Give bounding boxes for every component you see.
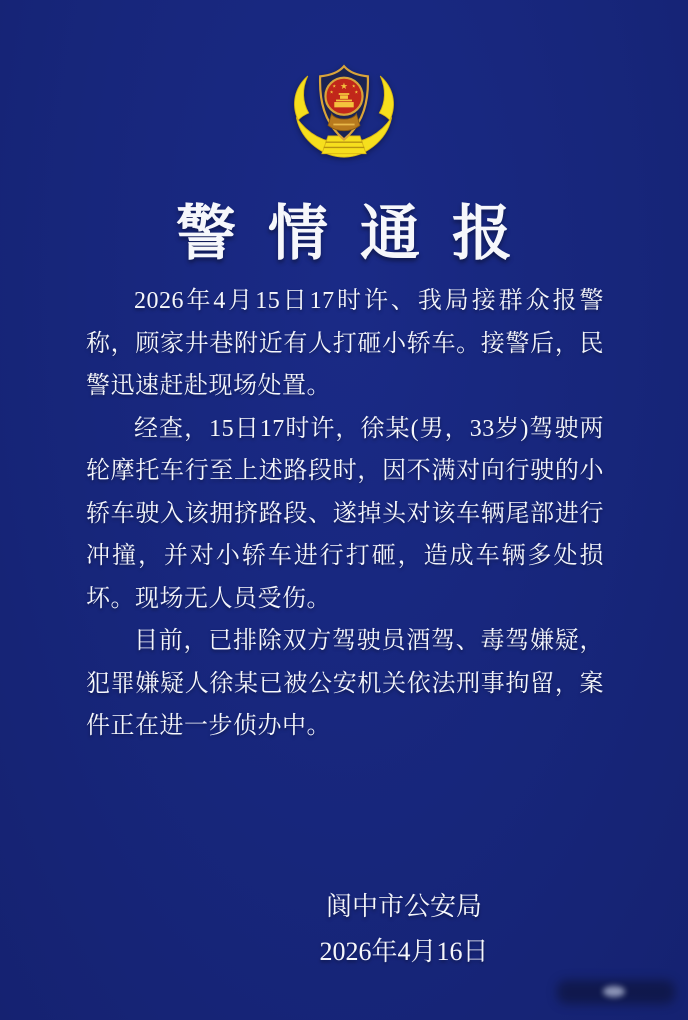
- signature-block: [60, 884, 688, 974]
- watermark-highlight: [603, 986, 625, 997]
- notice-body: [86, 280, 604, 748]
- svg-text:★: ★: [354, 90, 359, 96]
- notice-paragraph: 目前，已排除双方驾驶员酒驾、毒驾嫌疑，犯罪嫌疑人徐某已被公安机关依法刑事拘留，案件正在进一步侦办中。: [86, 628, 604, 739]
- svg-text:★: ★: [340, 82, 348, 93]
- signature-date: 2026年4月16日: [319, 937, 489, 966]
- svg-text:★: ★: [329, 90, 334, 96]
- notice-paragraph: 2026年4月15日17时许、我局接群众报警称，顾家井巷附近有人打砸小轿车。接警后，民警迅速赶赴现场处置。: [86, 288, 604, 399]
- signature-agency: 阆中市公安局: [325, 892, 482, 921]
- notice-title: 警情通报: [176, 201, 544, 267]
- notice-paragraph: 经查，15日17时许，徐某(男，33岁)驾驶两轮摩托车行至上述路段时，因不满对向行驶的小轿车驶入该拥挤路段、遂掉头对该车辆尾部进行冲撞，并对小轿车进行打砸，造成车辆多处损坏。现场无人员受伤。: [86, 415, 604, 612]
- police-badge-icon: [291, 62, 397, 164]
- svg-text:★: ★: [351, 84, 356, 90]
- svg-text:★: ★: [332, 84, 337, 90]
